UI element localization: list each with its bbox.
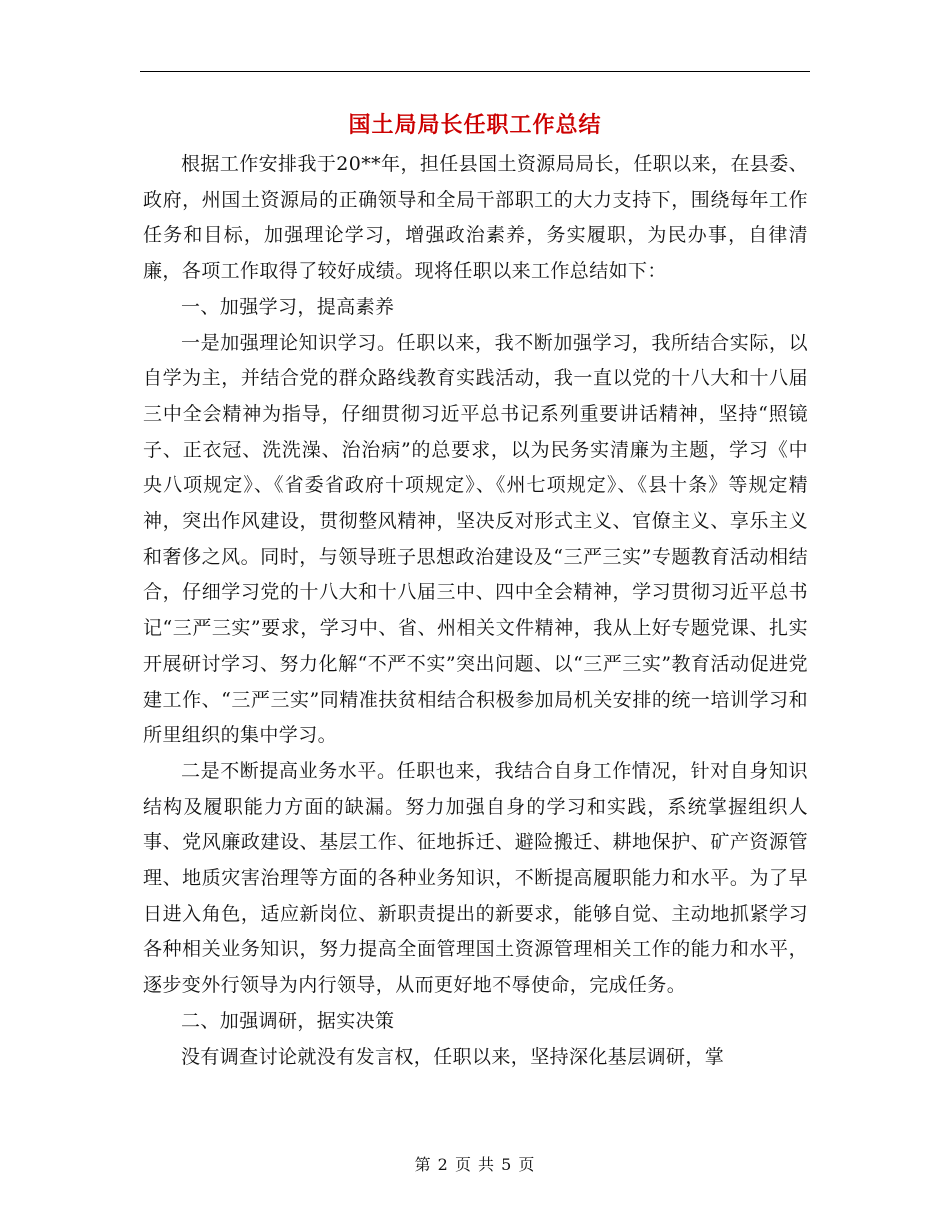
theory-study-paragraph: 一是加强理论知识学习。任职以来，我不断加强学习，我所结合实际，以自学为主，并结合党的群众路线教育实践活动，我一直以党的十八大和十八届三中全会精神为指导，仔细贯彻习近平总书记系列重要讲话精神，坚持“照镜子、正衣冠、洗洗澡、治治病”的总要求，以为民务实清廉为主题，学习《中央八项规定》、《省委省政府十项规定》、《州七项规定》、《县十条》等规定精神，突出作风建设，贯彻整风精神，坚决反对形式主义、官僚主义、享乐主义和奢侈之风。同时，与领导班子思想政治建设及“三严三实”专题教育活动相结合，仔细学习党的十八大和十八届三中、四中全会精神，学习贯彻习近平总书记“三严三实”要求，学习中、省、州相关文件精神，我从上好专题党课、扎实开展研讨学习、努力化解“不严不实”突出问题、以“三严三实”教育活动促进党建工作、“三严三实”同精准扶贫相结合积极参加局机关安排的统一培训学习和所里组织的集中学习。 bbox=[143, 331, 808, 747]
intro-paragraph: 根据工作安排我于20**年，担任县国土资源局局长，任职以来，在县委、政府，州国土资源局的正确领导和全局干部职工的大力支持下，围绕每年工作任务和目标，加强理论学习，增强政治素养，务实履职，为民办事，自律清廉，各项工作取得了较好成绩。现将任职以来工作总结如下： bbox=[143, 153, 808, 283]
document-body bbox=[143, 147, 808, 1075]
document-title: 国土局局长任职工作总结 bbox=[348, 112, 602, 138]
section-heading-1: 一、加强学习，提高素养 bbox=[181, 295, 395, 318]
section-heading-2: 二、加强调研，据实决策 bbox=[181, 1009, 395, 1032]
research-paragraph: 没有调查讨论就没有发言权，任职以来，坚持深化基层调研，掌 bbox=[181, 1045, 725, 1068]
business-level-paragraph: 二是不断提高业务水平。任职也来，我结合自身工作情况，针对自身知识结构及履职能力方面的缺漏。努力加强自身的学习和实践，系统掌握组织人事、党风廉政建设、基层工作、征地拆迁、避险搬迁、耕地保护、矿产资源管理、地质灾害治理等方面的各种业务知识，不断提高履职能力和水平。为了早日进入角色，适应新岗位、新职责提出的新要求，能够自觉、主动地抓紧学习各种相关业务知识，努力提高全面管理国土资源管理相关工作的能力和水平，逐步变外行领导为内行领导，从而更好地不辱使命，完成任务。 bbox=[143, 759, 808, 997]
header-rule bbox=[140, 71, 810, 72]
page-number-footer: 第 2 页 共 5 页 bbox=[414, 1155, 536, 1174]
